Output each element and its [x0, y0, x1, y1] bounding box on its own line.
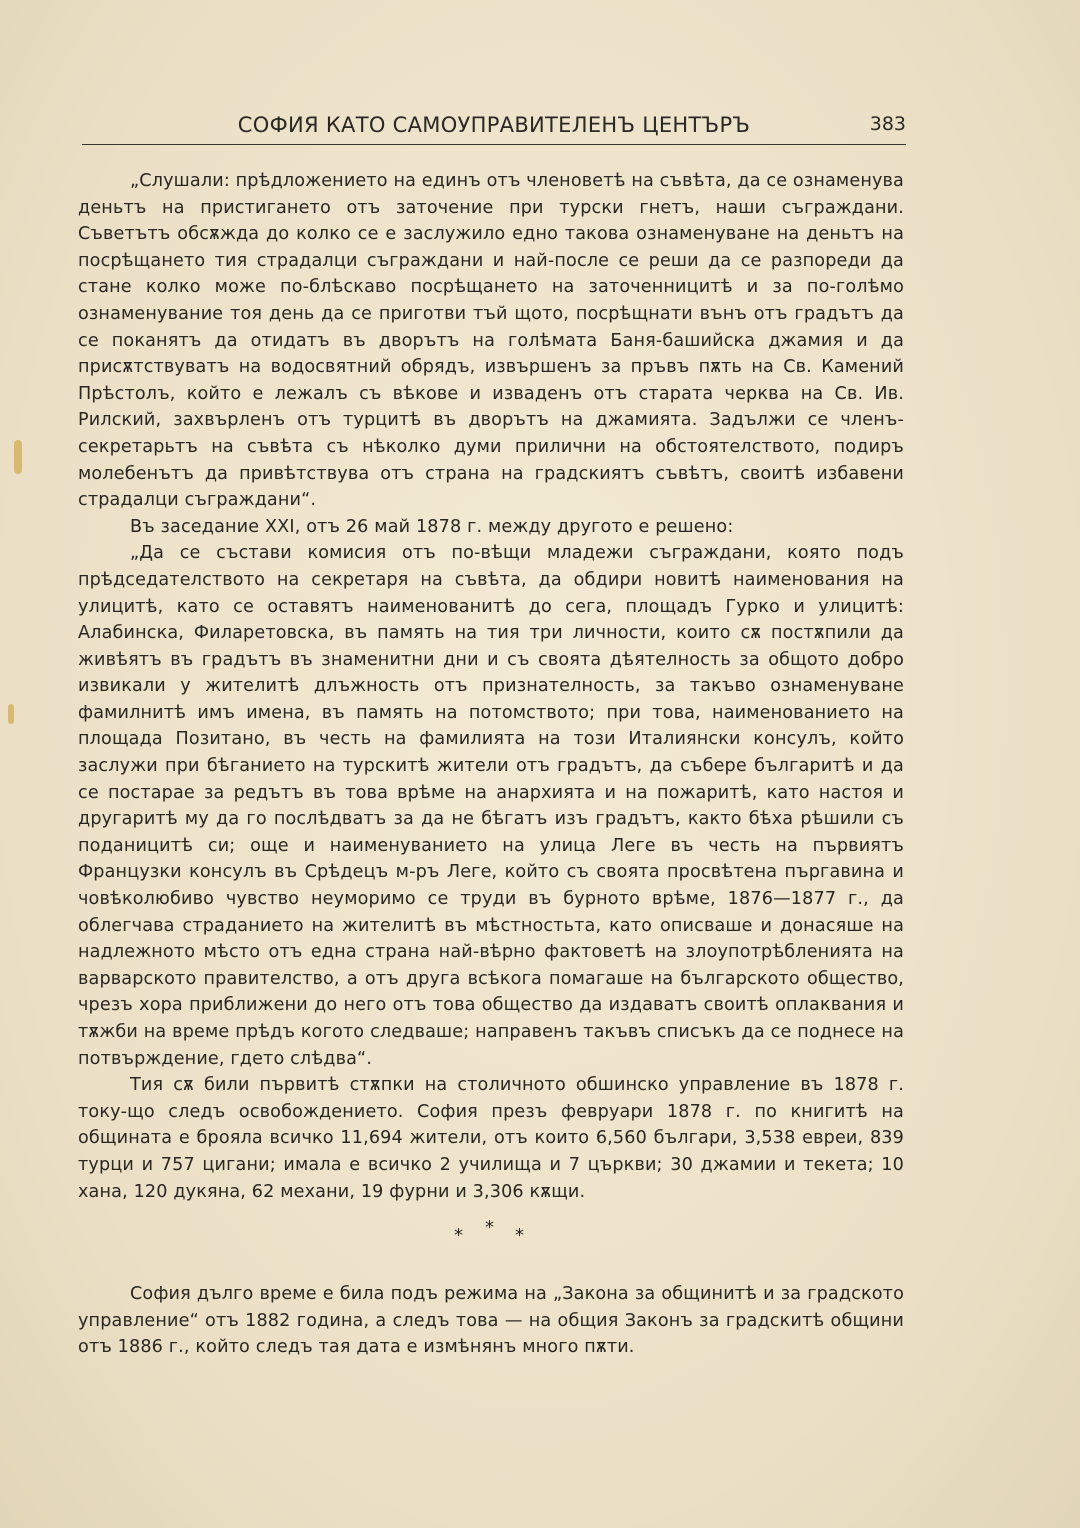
page-number: 383 — [869, 113, 906, 135]
paragraph-statistics: Тия сѫ били първитѣ стѫпки на столичното обшинско управление въ 1878 г. току-що следъ освобождението. София презъ февруари 1878 г. по книгитѣ на общината е брояла всичко 11,694 жители, отъ които 6,560 българи, 3,538 евреи, 839 турци и 757 цигани; имала е всичко 2 училища и 7 църкви; 30 джамии и текета; 10 хана, 120 дукяна, 62 механи, 19 фурни и 3,306 кѫщи. — [78, 1075, 904, 1202]
separator-star: * — [454, 1225, 464, 1247]
header-rule — [82, 144, 906, 145]
separator-star: * — [515, 1225, 525, 1247]
page-header — [82, 113, 906, 143]
paragraph-quote-2: „Да се състави комисия отъ по-вѣщи младежи съграждани, която подъ прѣдседателството на секретаря на съвѣта, да обдири новитѣ наименования на улицитѣ, като се оставятъ наименованитѣ до сега, площадъ Гурко и улицитѣ: Алабинска, Филаретовска, въ память на тия три личности, които сѫ постѫпили да живѣятъ въ градътъ въ знаменитни дни и съ своята дѣятелность за общото добро извикали у жителитѣ длъжность отъ признателность, за такъво ознаменуване фамилнитѣ имъ имена, въ память на потомството; при това, наименованието на площада Позитано, въ честь на фамилията на този Италиянски консулъ, който заслужи при бѣганието на турскитѣ жители отъ градътъ, да събере българитѣ и да се постарае за редътъ въ това врѣме на анархията и на пожаритѣ, като настоя и другаритѣ му да го послѣдватъ за да не бѣгатъ изъ градътъ, както бѣха рѣшили съ поданицитѣ си; още и наименуванието на улица Леге въ честь на първиятъ Французки консулъ въ Срѣдецъ м-ръ Леге, който съ своята просвѣтена пъргавина и човѣколюбиво чувство неуморимо се труди въ бурното врѣме, 1876—1877 г., да облегчава страданието на жителитѣ въ мѣстностьта, като описваше и донасяше на надлежното мѣсто отъ една страна най-вѣрно фактоветѣ на злоупотрѣбленията на варварското правителство, а отъ друга всѣкога помагаше на българското общество, чрезъ хора приближени до него отъ това общество да издаватъ своитѣ оплаквания и тѫжби на време прѣдъ когото следваше; направенъ такъвъ списъкъ да се поднесе на потвърждение, гдето слѣдва“. — [78, 543, 904, 1069]
separator-star: * — [485, 1217, 495, 1239]
body-text — [78, 168, 904, 1361]
running-title: СОФИЯ КАТО САМОУПРАВИТЕЛЕНЪ ЦЕНТЪРЪ — [237, 113, 751, 137]
paper-stain — [14, 440, 22, 474]
paper-stain — [8, 704, 14, 724]
paragraph-quote-1: „Слушали: прѣдложението на единъ отъ членоветѣ на съвѣта, да се ознаменува деньтъ на пристигането отъ заточение при турски гнетъ, наши съграждани. Съветътъ обсѫжда до колко се е заслужило едно такова ознаменуване на деньтъ на посрѣщането тия страдалци съграждани и най-после се реши да се разпореди да стане колко може по-блѣскаво посрѣщането на заточенницитѣ и за по-голѣмо ознаменувание тоя день да се приготви тъй щото, посрѣщнати вънъ отъ градътъ да се поканятъ да отидатъ въ дворътъ на голѣмата Баня-башийска джамия и да присѫтствуватъ на водосвятний обрядъ, извършенъ за пръвъ пѫть на Св. Камений Прѣстолъ, който е лежалъ съ вѣкове и изваденъ отъ старата черква на Св. Ив. Рилский, захвърленъ отъ турцитѣ въ дворътъ на джамията. Задължи се членъ-секретарьтъ на съвѣта съ нѣколко думи прилични на обстоятелството, подиръ молебенътъ да привѣтствува отъ страна на градскиятъ съвѣтъ, своитѣ избавени страдалци съграждани“. — [78, 171, 904, 511]
section-separator — [78, 1215, 904, 1275]
paragraph-closing: София дълго време е била подъ режима на „Закона за общинитѣ и за градското управление“ отъ 1882 година, а следъ това — на общия Законъ за градскитѣ общини отъ 1886 г., който следъ тая дата е измѣнянъ много пѫти. — [78, 1284, 904, 1358]
paragraph-session-xxi: Въ заседание XXI, отъ 26 май 1878 г. между другото е решено: — [130, 516, 734, 537]
